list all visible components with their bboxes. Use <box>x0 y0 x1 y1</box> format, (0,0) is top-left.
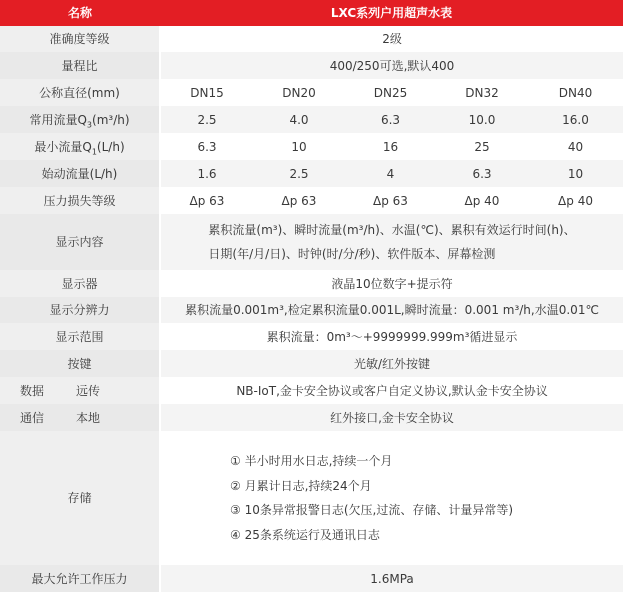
keys-value: 光敏/红外按键 <box>160 350 623 377</box>
row-remote-comm <box>0 377 623 404</box>
local-label: 本地 <box>76 410 101 425</box>
row-diameter <box>0 79 623 106</box>
start-flow-label: 始动流量(L/h) <box>0 160 160 187</box>
row-display-device <box>0 270 623 297</box>
row-common-flow <box>0 106 623 133</box>
start-flow-dn32: 6.3 <box>436 160 528 187</box>
resolution-label: 显示分辨力 <box>0 297 160 323</box>
start-flow-dn20: 2.5 <box>253 160 345 187</box>
min-flow-dn20: 10 <box>253 133 345 160</box>
pressure-loss-dn25: Δp 63 <box>345 187 436 214</box>
max-pressure-value: 1.6MPa <box>160 565 623 592</box>
storage-label: 存储 <box>0 431 160 565</box>
diameter-dn15: DN15 <box>160 79 253 106</box>
pressure-loss-dn40: Δp 40 <box>528 187 623 214</box>
remote-label: 远传 <box>76 383 101 398</box>
min-flow-label-sub: 1 <box>91 146 97 156</box>
common-flow-dn40: 16.0 <box>528 106 623 133</box>
pressure-loss-dn20: Δp 63 <box>253 187 345 214</box>
min-flow-dn15: 6.3 <box>160 133 253 160</box>
row-accuracy <box>0 26 623 52</box>
display-range-label: 显示范围 <box>0 323 160 350</box>
row-display-range <box>0 323 623 350</box>
pressure-loss-label: 压力损失等级 <box>0 187 160 214</box>
storage-value <box>160 431 623 565</box>
row-keys <box>0 350 623 377</box>
row-range-ratio <box>0 52 623 79</box>
display-content-label: 显示内容 <box>0 214 160 270</box>
accuracy-value: 2级 <box>160 26 623 52</box>
display-content-value <box>160 214 623 270</box>
header-name-cell: 名称 <box>0 0 160 26</box>
common-flow-label-sub: 3 <box>86 119 93 129</box>
min-flow-dn25: 16 <box>345 133 436 160</box>
row-local-comm <box>0 404 623 431</box>
min-flow-dn40: 40 <box>528 133 623 160</box>
data-comm-label-part-b: 通信 <box>20 410 45 425</box>
storage-list <box>230 449 513 547</box>
diameter-dn25: DN25 <box>345 79 436 106</box>
common-flow-dn20: 4.0 <box>253 106 345 133</box>
display-device-value: 液晶10位数字+提示符 <box>160 270 623 297</box>
accuracy-label: 准确度等级 <box>0 26 160 52</box>
remote-comm-label <box>0 377 160 404</box>
storage-item-1: ① 半小时用水日志,持续一个月 <box>230 454 393 468</box>
data-comm-label-part-a: 数据 <box>20 383 45 398</box>
min-flow-label-text: 最小流量Q <box>34 139 92 154</box>
common-flow-dn15: 2.5 <box>160 106 253 133</box>
row-pressure-loss <box>0 187 623 214</box>
remote-comm-value: NB-IoT,金卡安全协议或客户自定义协议,默认金卡安全协议 <box>160 377 623 404</box>
display-content-line-1: 累积流量(m³)、瞬时流量(m³/h)、水温(℃)、累积有效运行时间(h)、 <box>208 223 576 237</box>
max-pressure-label: 最大允许工作压力 <box>0 565 160 592</box>
storage-item-2: ② 月累计日志,持续24个月 <box>230 478 372 493</box>
storage-item-3: ③ 10条异常报警日志(欠压,过流、存储、计量异常等) <box>230 503 514 517</box>
row-storage <box>0 431 623 565</box>
header-title: LXC系列户用超声水表 <box>160 0 623 26</box>
local-comm-label <box>0 404 160 431</box>
common-flow-label-text: 常用流量Q <box>29 112 87 127</box>
header-row <box>0 0 623 26</box>
start-flow-dn40: 10 <box>528 160 623 187</box>
start-flow-dn25: 4 <box>345 160 436 187</box>
pressure-loss-dn15: Δp 63 <box>160 187 253 214</box>
pressure-loss-dn32: Δp 40 <box>436 187 528 214</box>
row-start-flow <box>0 160 623 187</box>
common-flow-label <box>0 106 160 133</box>
diameter-label: 公称直径(mm) <box>0 79 160 106</box>
range-ratio-value: 400/250可选,默认400 <box>160 52 623 79</box>
diameter-dn20: DN20 <box>253 79 345 106</box>
common-flow-dn25: 6.3 <box>345 106 436 133</box>
display-content-line-2: 日期(年/月/日)、时钟(时/分/秒)、软件版本、屏幕检测 <box>208 247 496 261</box>
common-flow-dn32: 10.0 <box>436 106 528 133</box>
display-device-label: 显示器 <box>0 270 160 297</box>
range-ratio-label: 量程比 <box>0 52 160 79</box>
row-max-pressure <box>0 565 623 592</box>
common-flow-label-unit: (m³/h) <box>92 112 130 127</box>
keys-label: 按键 <box>0 350 160 377</box>
storage-item-4: ④ 25条系统运行及通讯日志 <box>230 527 380 542</box>
display-range-value: 累积流量：0m³～+9999999.999m³循进显示 <box>160 323 623 350</box>
start-flow-dn15: 1.6 <box>160 160 253 187</box>
resolution-value: 累积流量0.001m³,检定累积流量0.001L,瞬时流量：0.001 m³/h,水温0.01℃ <box>160 297 623 323</box>
row-display-content <box>0 214 623 270</box>
row-resolution <box>0 297 623 323</box>
min-flow-label-unit: (L/h) <box>96 139 125 154</box>
diameter-dn40: DN40 <box>528 79 623 106</box>
min-flow-dn32: 25 <box>436 133 528 160</box>
diameter-dn32: DN32 <box>436 79 528 106</box>
local-comm-value: 红外接口,金卡安全协议 <box>160 404 623 431</box>
display-content-lines <box>208 218 575 266</box>
min-flow-label <box>0 133 160 160</box>
row-min-flow <box>0 133 623 160</box>
